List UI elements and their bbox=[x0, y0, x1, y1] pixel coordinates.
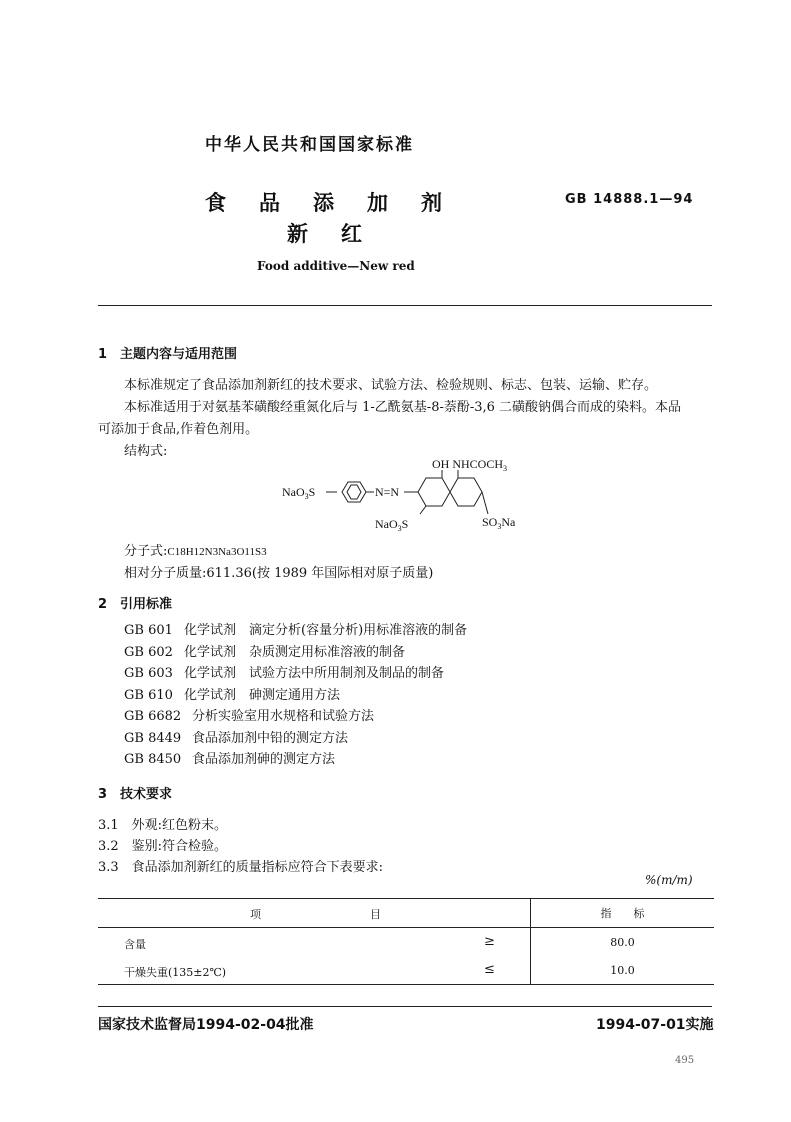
ref-code: GB 601 bbox=[124, 623, 173, 638]
quality-spec-table bbox=[98, 898, 714, 985]
group-bottom-right: $SO_3Na$ bbox=[482, 515, 516, 531]
molecular-formula: C18H12N3Na3O11S3 bbox=[167, 546, 267, 558]
ref-item bbox=[124, 749, 467, 771]
ref-title: 食品添加剂中铅的测定方法 bbox=[192, 730, 349, 746]
section3-item3: 3.3 食品添加剂新红的质量指标应符合下表要求: bbox=[98, 860, 384, 875]
ref-item bbox=[124, 706, 467, 728]
header-rule bbox=[98, 305, 712, 306]
structure-label: 结构式: bbox=[124, 444, 168, 459]
azo-group: N=N bbox=[375, 485, 400, 499]
page-number: 495 bbox=[675, 1055, 695, 1066]
ref-list bbox=[124, 620, 467, 771]
section2-heading: 2 引用标准 bbox=[98, 597, 173, 612]
approval-date: 国家技术监督局1994-02-04批准 bbox=[98, 1017, 314, 1033]
group-top: OH $NHCOCH_3$ bbox=[432, 457, 508, 473]
table-header-row bbox=[98, 899, 714, 928]
english-title: Food additive—New red bbox=[257, 259, 415, 273]
standard-org: 中华人民共和国国家标准 bbox=[205, 135, 414, 155]
footer-rule bbox=[98, 1006, 712, 1007]
formula-label: 分子式: bbox=[124, 544, 168, 559]
row-name-cell bbox=[98, 928, 531, 957]
ref-code: GB 602 bbox=[124, 644, 173, 660]
row-value: 10.0 bbox=[531, 956, 715, 985]
section1-para2-line2: 可添加于食品,作着色剂用。 bbox=[98, 422, 259, 437]
table-row bbox=[98, 928, 714, 957]
formula-line bbox=[124, 540, 267, 559]
ref-code: GB 6682 bbox=[124, 709, 182, 724]
section1-para2-line1: 本标准适用于对氨基苯磺酸经重氮化后与 1-乙酰氨基-8-萘酚-3,6 二磺酸钠偶合而成的染料。本品 bbox=[124, 400, 682, 415]
row-value: 80.0 bbox=[610, 935, 635, 949]
row-name: 干燥失重(135±2℃) bbox=[124, 966, 227, 979]
table-unit: %(m/m) bbox=[645, 873, 693, 887]
ref-title: 化学试剂 试验方法中所用制剂及制品的制备 bbox=[184, 666, 445, 681]
header-item-a: 项 bbox=[250, 908, 261, 921]
ref-code: GB 8450 bbox=[124, 752, 182, 767]
ref-code: GB 610 bbox=[124, 687, 173, 703]
effective-date: 1994-07-01实施 bbox=[596, 1017, 714, 1033]
header-item-b: 目 bbox=[370, 908, 381, 921]
ref-item bbox=[124, 663, 467, 685]
doc-title-line2: 新 红 bbox=[287, 222, 368, 246]
section3-item1: 3.1 外观:红色粉末。 bbox=[98, 818, 228, 833]
section3-item2: 3.2 鉴别:符合检验。 bbox=[98, 839, 228, 854]
table-row bbox=[98, 956, 714, 985]
ref-title: 分析实验室用水规格和试验方法 bbox=[192, 709, 375, 724]
section1-heading: 1 主题内容与适用范围 bbox=[98, 347, 238, 362]
ref-item bbox=[124, 685, 467, 707]
row-name: 含量 bbox=[124, 938, 146, 951]
row-operator: ≥ bbox=[484, 934, 495, 949]
ref-title: 食品添加剂砷的测定方法 bbox=[192, 752, 336, 767]
structural-formula bbox=[270, 452, 570, 542]
ref-title: 化学试剂 杂质测定用标准溶液的制备 bbox=[184, 644, 406, 660]
ref-code: GB 8449 bbox=[124, 730, 182, 746]
ref-item bbox=[124, 620, 467, 642]
group-bottom-left: NaO$_3$S bbox=[375, 517, 409, 533]
header-item bbox=[98, 899, 531, 928]
row-operator: ≤ bbox=[484, 962, 495, 977]
ref-title: 化学试剂 滴定分析(容量分析)用标准溶液的制备 bbox=[184, 623, 468, 638]
standard-code: GB 14888.1—94 bbox=[565, 192, 694, 207]
section3-heading: 3 技术要求 bbox=[98, 787, 173, 802]
molecular-mass: 相对分子质量:611.36(按 1989 年国际相对原子质量) bbox=[124, 566, 434, 581]
row-name-cell bbox=[98, 956, 531, 985]
header-spec: 指 标 bbox=[531, 899, 715, 928]
ref-item bbox=[124, 728, 467, 750]
ref-item bbox=[124, 642, 467, 664]
doc-title-line1: 食 品 添 加 剂 bbox=[205, 191, 448, 215]
ref-code: GB 603 bbox=[124, 666, 173, 681]
group-left: NaO$_3$S bbox=[282, 485, 316, 501]
ref-title: 化学试剂 砷测定通用方法 bbox=[184, 687, 341, 703]
section1-para1: 本标准规定了食品添加剂新红的技术要求、试验方法、检验规则、标志、包装、运输、贮存。 bbox=[124, 378, 658, 393]
